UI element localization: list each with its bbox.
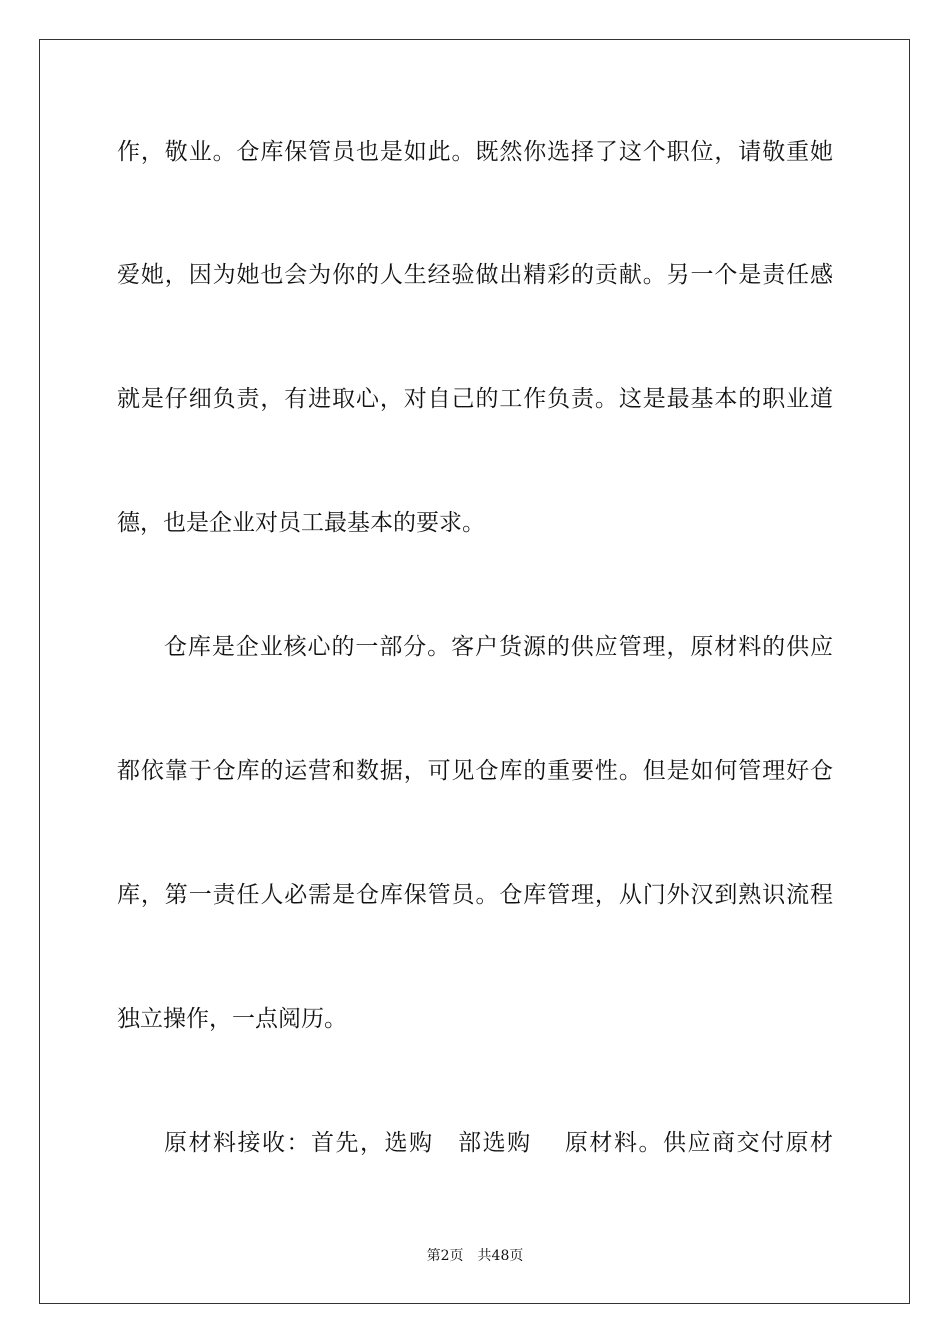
- text-line-5: 仓库是企业核心的一部分。客户货源的供应管理，原材料的供应: [164, 634, 833, 660]
- text-line-4: 德，也是企业对员工最基本的要求。: [117, 510, 485, 536]
- text-line-6: 都依靠于仓库的运营和数据，可见仓库的重要性。但是如何管理好仓: [117, 758, 833, 784]
- text-line-3: 就是仔细负责，有进取心，对自己的工作负责。这是最基本的职业道: [117, 386, 833, 412]
- text-line-2: 爱她，因为她也会为你的人生经验做出精彩的贡献。另一个是责任感: [117, 262, 833, 288]
- page-frame: [39, 39, 910, 1304]
- page-number-footer: 第2页 共48页: [426, 1248, 524, 1264]
- text-line-1: 作，敬业。仓库保管员也是如此。既然你选择了这个职位，请敬重她: [117, 139, 833, 165]
- text-line-8: 独立操作，一点阅历。: [117, 1006, 347, 1032]
- text-line-7: 库，第一责任人必需是仓库保管员。仓库管理，从门外汉到熟识流程: [117, 882, 833, 908]
- text-line-9: 原材料接收：首先，选购 部选购 原材料。供应商交付原材: [164, 1130, 833, 1156]
